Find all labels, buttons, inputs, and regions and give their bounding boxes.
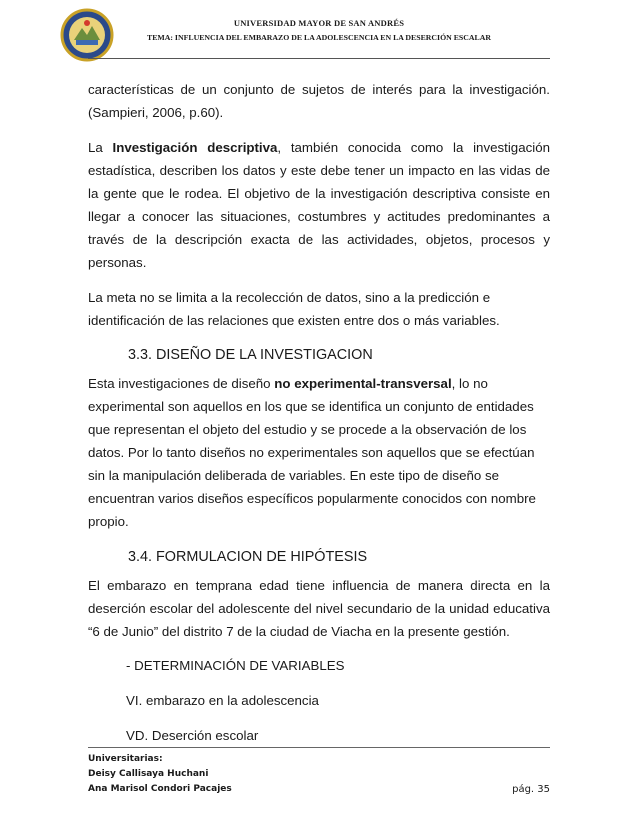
paragraph-design-pre: Esta investigaciones de diseño [88,376,275,391]
descriptive-term: Investigación descriptiva [112,140,278,155]
header-subtitle: TEMA: INFLUENCIA DEL EMBARAZO DE LA ADOLESCENCIA EN LA DESERCIÓN ESCALAR [147,33,491,42]
footer-author-2: Ana Marisol Condori Pacajes [88,784,232,794]
footer-label: Universitarias: [88,754,163,764]
header-divider [88,58,550,59]
paragraph-goal: La meta no se limita a la recolección de datos, sino a la predicción e identificación de las relaciones que existen entre dos o más variables. [88,290,500,328]
variable-independent: VI. embarazo en la adolescencia [126,693,319,708]
paragraph-hypothesis: El embarazo en temprana edad tiene influencia de manera directa en la deserción escolar del adolescente del nivel secundario de la unidad educativa “6 de Junio” del distrito 7 de la ciudad de Viacha en la presente gestión. [88,578,550,639]
footer-author-1: Deisy Callisaya Huchani [88,769,209,779]
page-number: pág. 35 [512,784,550,795]
variable-dependent: VD. Deserción escolar [126,728,259,743]
paragraph-1-line-1: características de un conjunto de sujetos de interés para la investigación. [88,82,550,97]
paragraph-design [88,372,550,533]
footer-divider [88,747,550,748]
design-term: no experimental-transversal [274,376,452,391]
variables-heading: - DETERMINACIÓN DE VARIABLES [126,658,345,673]
document-body [88,78,550,747]
section-heading-3-4: 3.4. FORMULACION DE HIPÓTESIS [128,549,368,565]
paragraph-descriptive-post: , también conocida como la investigación estadística, describen los datos y este debe tener un impacto en las vidas de la gente que le rodea. El objetivo de la investigación descriptiva consiste en llegar a conocer las situaciones, costumbres y actitudes predominantes a través de la descripción exacta de las actividades, objetos, procesos y personas. [88,140,550,270]
paragraph-1-line-2: (Sampieri, 2006, p.60). [88,105,224,120]
header-title: UNIVERSIDAD MAYOR DE SAN ANDRÉS [233,18,405,28]
paragraph-design-post: , lo no experimental son aquellos en los que se identifica un conjunto de entidades que representan el objeto del estudio y se procede a la observación de los datos. Por lo tanto diseños no experimentales son aquellos que se efectúan sin la manipulación deliberada de variables. En este tipo de diseño se encuentran varios diseños específicos popularmente conocidos con nombre propio. [88,376,536,529]
section-heading-3-3: 3.3. DISEÑO DE LA INVESTIGACION [128,347,373,363]
paragraph-descriptive [88,136,550,274]
page-footer [88,752,550,797]
paragraph-descriptive-pre: La [88,140,113,155]
